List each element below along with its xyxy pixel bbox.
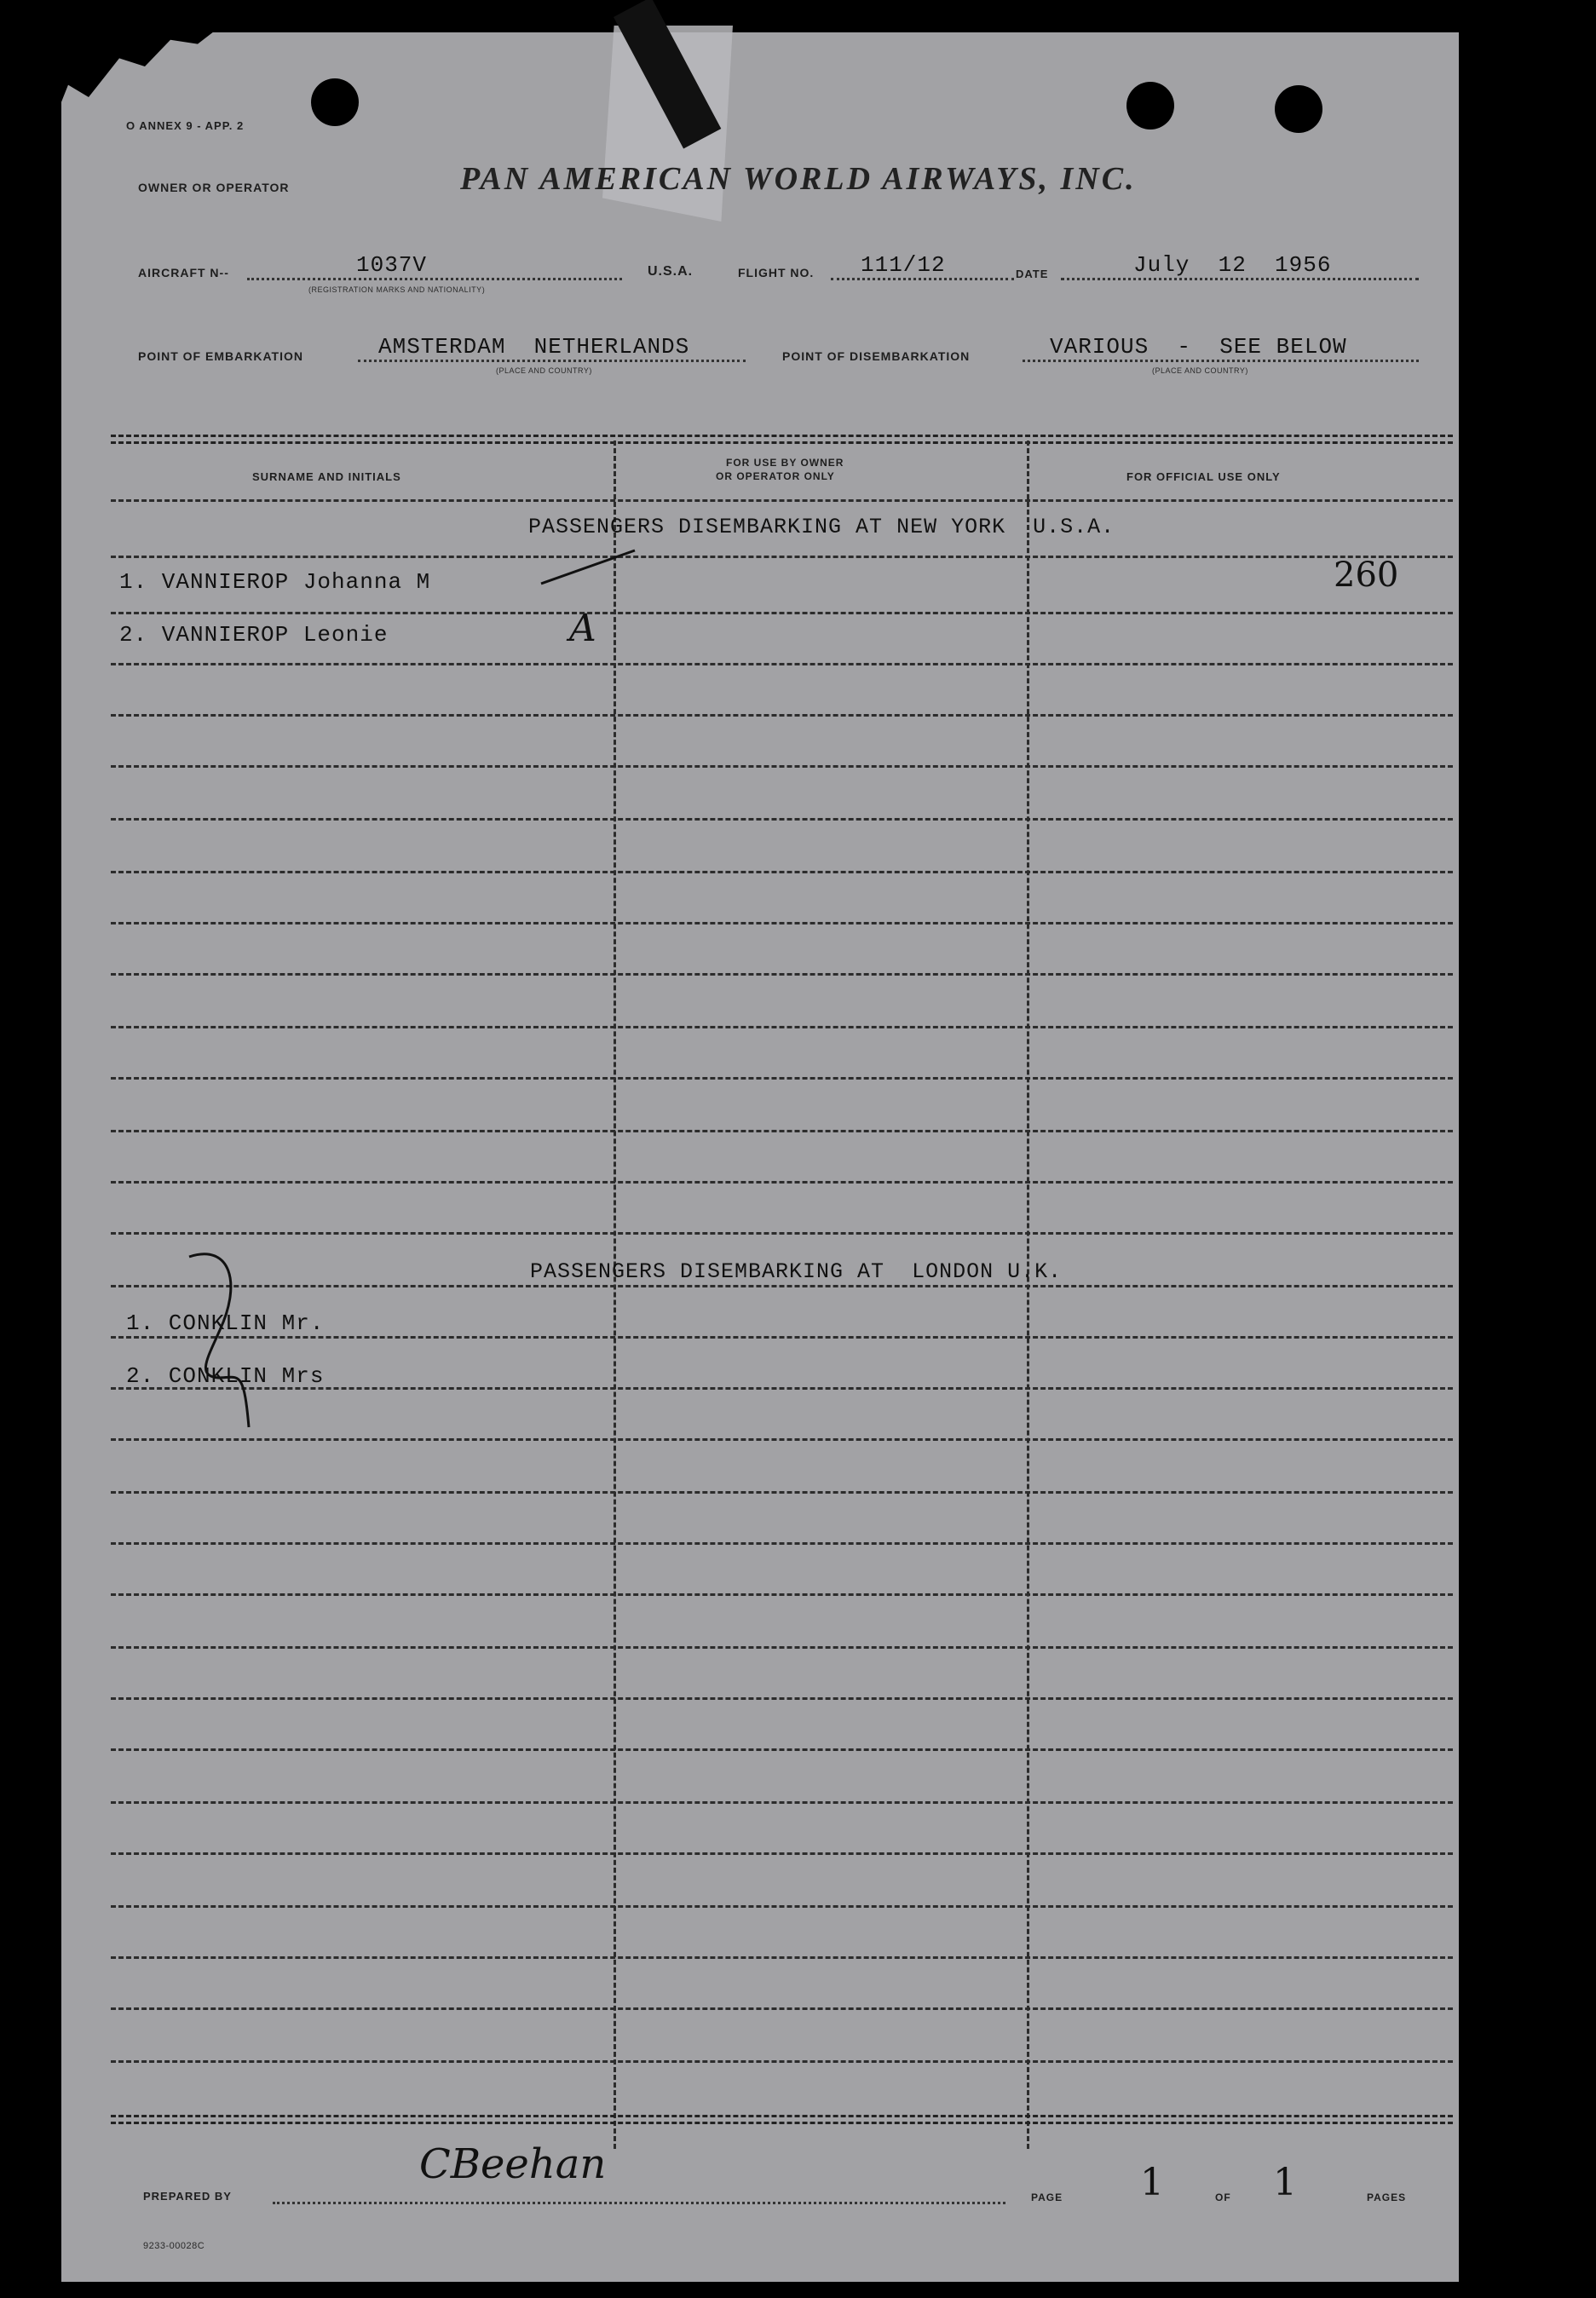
handwritten-bracket [170, 1248, 298, 1436]
punch-hole-left [311, 78, 359, 126]
table-top-rule [111, 435, 1453, 437]
page-number: 1 [1140, 2161, 1164, 2204]
row-rule [111, 1130, 1453, 1132]
disembark-label: POINT OF DISEMBARKATION [782, 349, 971, 363]
punch-hole-center [1126, 82, 1174, 130]
row-rule [111, 1852, 1453, 1855]
embark-value: AMSTERDAM NETHERLANDS [378, 334, 690, 360]
of-label: OF [1215, 2191, 1231, 2203]
row-rule [111, 612, 1453, 614]
disembark-value: VARIOUS - SEE BELOW [1050, 334, 1347, 360]
aircraft-label: AIRCRAFT N-- [138, 266, 229, 279]
aircraft-line [247, 278, 622, 280]
passenger-row: 2. CONKLIN Mrs [126, 1363, 325, 1389]
row-rule [111, 1077, 1453, 1080]
date-line [1061, 278, 1419, 280]
pages-label: PAGES [1367, 2191, 1407, 2203]
row-rule [111, 1026, 1453, 1028]
row-rule [111, 2060, 1453, 2063]
flight-value: 111/12 [861, 252, 946, 278]
row-rule [111, 1905, 1453, 1908]
section-heading-new-york: PASSENGERS DISEMBARKING AT NEW YORK U.S.A. [528, 515, 1115, 539]
row-rule [111, 1593, 1453, 1596]
column-owner-use-1: FOR USE BY OWNER [726, 457, 844, 469]
row-rule [111, 1646, 1453, 1649]
disembark-line [1023, 360, 1419, 362]
prepared-by-line [273, 2202, 1005, 2204]
row-rule [111, 922, 1453, 924]
signature: CBeehan [419, 2140, 607, 2188]
official-number: 260 [1334, 556, 1399, 595]
page-total: 1 [1273, 2161, 1297, 2204]
row-rule [111, 1336, 1453, 1339]
row-rule [111, 1697, 1453, 1700]
column-surname: SURNAME AND INITIALS [252, 470, 401, 483]
table-top-rule-2 [111, 441, 1453, 444]
table-bottom-rule-2 [111, 2122, 1453, 2124]
date-value: July 12 1956 [1133, 252, 1332, 278]
punch-hole-right [1275, 85, 1322, 133]
table-bottom-rule [111, 2115, 1453, 2117]
row-rule [111, 1748, 1453, 1751]
handwritten-tick [537, 545, 639, 588]
disembark-sublabel: (PLACE AND COUNTRY) [1152, 366, 1248, 375]
aircraft-value: 1037V [356, 252, 428, 278]
column-divider-1 [614, 441, 616, 2149]
row-rule [111, 1542, 1453, 1545]
row-rule [111, 765, 1453, 768]
row-rule [111, 818, 1453, 821]
row-rule [111, 663, 1453, 665]
manifest-page [61, 32, 1459, 2282]
row-rule [111, 1956, 1453, 1959]
row-rule [111, 1801, 1453, 1804]
section-heading-london: PASSENGERS DISEMBARKING AT LONDON U.K. [530, 1259, 1063, 1284]
prepared-by-label: PREPARED BY [143, 2190, 232, 2203]
form-reference: O ANNEX 9 - APP. 2 [126, 119, 245, 132]
column-owner-use-2: OR OPERATOR ONLY [716, 470, 835, 482]
flight-label: FLIGHT NO. [738, 266, 815, 279]
date-label: DATE [1016, 268, 1049, 280]
passenger-row: 1. VANNIEROP Johanna M [119, 569, 431, 595]
column-official: FOR OFFICIAL USE ONLY [1126, 470, 1281, 483]
row-rule [111, 871, 1453, 873]
passenger-row: 2. VANNIEROP Leonie [119, 622, 389, 648]
flight-line [831, 278, 1014, 280]
owner-label: OWNER OR OPERATOR [138, 181, 290, 194]
form-number: 9233-00028C [143, 2241, 205, 2251]
nationality: U.S.A. [648, 264, 694, 279]
row-rule [111, 1181, 1453, 1184]
row-rule [111, 1491, 1453, 1494]
row-rule [111, 1438, 1453, 1441]
row-rule [111, 2007, 1453, 2010]
row-rule [111, 1232, 1453, 1235]
embark-label: POINT OF EMBARKATION [138, 349, 303, 363]
page-label: PAGE [1031, 2191, 1063, 2203]
passenger-row: 1. CONKLIN Mr. [126, 1310, 325, 1336]
aircraft-sublabel: (REGISTRATION MARKS AND NATIONALITY) [308, 285, 486, 294]
row-rule [111, 973, 1453, 976]
embark-line [358, 360, 746, 362]
embark-sublabel: (PLACE AND COUNTRY) [496, 366, 592, 375]
header-rule [111, 499, 1453, 502]
company-name: PAN AMERICAN WORLD AIRWAYS, INC. [460, 161, 1137, 197]
row-rule [111, 1285, 1453, 1287]
row-rule [111, 714, 1453, 717]
column-divider-2 [1027, 441, 1029, 2149]
row-rule [111, 556, 1453, 558]
handwritten-mark: A [569, 607, 596, 650]
